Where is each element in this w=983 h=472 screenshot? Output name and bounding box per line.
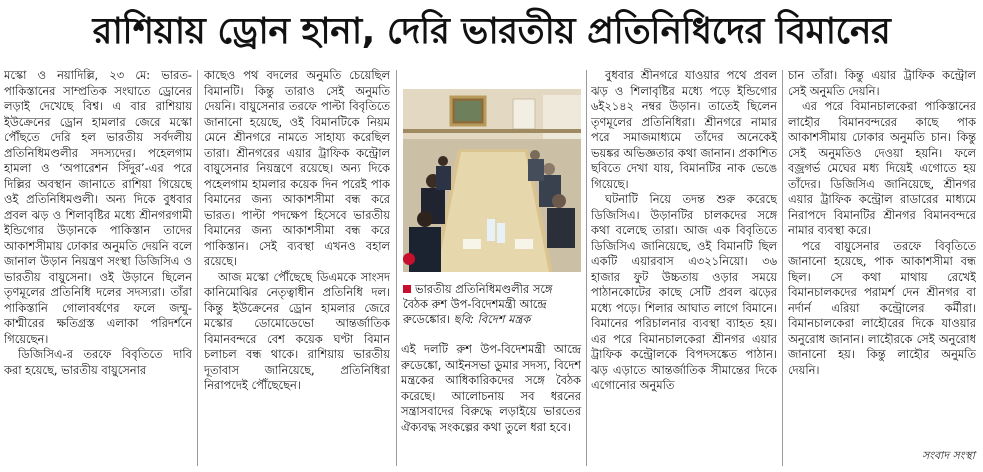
- column-divider: [586, 70, 587, 466]
- caption-text: ভারতীয় প্রতিনিধিমণ্ডলীর সঙ্গে বৈঠক রুশ উপ-বিদেশমন্ত্রী আন্দ্রে রুডেঙ্কোর।: [403, 282, 553, 326]
- column-5-paragraph-1: চান তাঁরা। কিন্তু এয়ার ট্রাফিক কন্ট্রোল সেই অনুমতি দেয়নি।: [788, 68, 976, 98]
- column-2-paragraph-1: কাছেও পথ বদলের অনুমতি চেয়েছিল বিমানটি। কিন্তু তারাও সেই অনুমতি দেয়নি। বায়ুসেনার তরফে পাল্টা বিবৃতিতে জানানো হয়েছে, ওই বিমানটিকে নিয়ম মেনে শ্রীনগরে নামতে সাহায্য করেছিল তারা। শ্রীনগরের এয়ার ট্রাফিক কন্ট্রোল বায়ুসেনার নিয়ন্ত্রণে রয়েছে। অন্য দিকে পহেলগাম হামলার কয়েক দিন পরেই পাক বিমানের জন্য আকাশসীমা বন্ধ করে ভারত। পাল্টা পদক্ষেপ হিসেবে ভারতীয় বিমানের জন্য আকাশসীমা বন্ধ করে পাকিস্তান। সেই ব্যবস্থা এখনও বহাল রয়েছে।: [204, 68, 390, 268]
- column-5-paragraph-3: পরে বায়ুসেনার তরফে বিবৃতিতে জানানো হয়েছে, পাক আকাশসীমা বন্ধ ছিল। সে কথা মাথায় রেখেই বিমানচালকদের পরামর্শ দেন শ্রীনগর বা নর্দার্ন এরিয়া কন্ট্রোলের কর্মীরা। বিমানচালকেরা লাহৌরের দিকে যাওয়ার অনুরোধ জানান। লাহৌরকে সেই অনুরোধ জানানো হয়। কিন্তু লাহৌর অনুমতি দেয়নি।: [788, 238, 976, 377]
- photo-credit: ছবি: বিদেশ মন্ত্রক: [453, 312, 531, 326]
- meeting-photo: [403, 89, 581, 272]
- column-3: [401, 342, 581, 435]
- column-1: [4, 68, 192, 468]
- column-divider: [197, 70, 198, 466]
- column-2-paragraph-2: আজ মস্কো পৌঁছেছে ডিএমকে সাংসদ কানিমোঝির নেতৃত্বাধীন প্রতিনিধি দল। কিন্তু ইউক্রেনের ড্রোন হামলার জেরে মস্কোর ডোমোডেভো আন্তর্জাতিক বিমানবন্দরে বেশ কয়েক ঘণ্টা বিমান চলাচল বন্ধ থাকে। রাশিয়ায় ভারতীয় দূতাবাস জানিয়েছে, প্রতিনিধিরা নিরাপদেই পৌঁছেছেন।: [204, 269, 390, 392]
- column-1-paragraph-1: মস্কো ও নয়াদিল্লি, ২৩ মে: ভারত-পাকিস্তানের সাম্প্রতিক সংঘাতে ড্রোনের লড়াই দেখেছে বিশ্ব। এ বার রাশিয়ায় ইউক্রেনের ড্রোন হামলার জেরে মস্কো পৌঁছতে দেরি হল ভারতীয় সর্বদলীয় প্রতিনিধিমণ্ডলীর সদস্যদের। পহেলগাম হামলা ও ‘অপারেশন সিঁদুর’-এর পরে দিল্লির অবস্থান জানাতে রাশিয়া গিয়েছে ওই প্রতিনিধিমণ্ডলী। অন্য দিকে বুধবার প্রবল ঝড় ও শিলাবৃষ্টির মধ্যে শ্রীনগরগামী ইন্ডিগোর উড়ানকে পাকিস্তান তাদের আকাশসীমায় ঢোকার অনুমতি দেয়নি বলে জানাল উড়ান নিয়ন্ত্রণ সংস্থা ডিজিসিএ ও ভারতীয় বায়ুসেনা। ওই উড়ানে ছিলেন তৃণমূলের প্রতিনিধি দলের সদস্যরা। তাঁরা পাকিস্তানি গোলাবর্ষণের ফলে জম্মু-কাশ্মীরের ক্ষতিগ্রস্ত এলাকা পরিদর্শনে গিয়েছেন।: [4, 68, 192, 346]
- column-divider: [782, 70, 783, 466]
- column-1-paragraph-2: ডিজিসিএ-র তরফে বিবৃতিতে দাবি করা হয়েছে, ভারতীয় বায়ুসেনার: [4, 347, 192, 377]
- column-divider: [396, 70, 397, 466]
- column-4: [591, 68, 777, 468]
- column-5: [788, 68, 976, 452]
- caption-marker-icon: [403, 285, 411, 293]
- column-5-paragraph-2: এর পরে বিমানচালকেরা পাকিস্তানের লাহৌর বিমানবন্দরের কাছে পাক আকাশসীমায় ঢোকার অনুমতি চান। কিন্তু সেই অনুমতিও দেওয়া হয়নি। ফলে বজ্রগর্ভ মেঘের মধ্য দিয়েই এগোতে হয় তাঁদের। ডিজিসিএ জানিয়েছে, শ্রীনগর এয়ার ট্রাফিক কন্ট্রোল রাডারের মাধ্যমে নিরাপদে বিমানটির শ্রীনগর বিমানবন্দরে নামার ব্যবস্থা করে।: [788, 99, 976, 237]
- meeting-room-illustration: [403, 89, 581, 272]
- headline: রাশিয়ায় ড্রোন হানা, দেরি ভারতীয় প্রতিনিধিদের বিমানের: [92, 11, 891, 52]
- column-2: [204, 68, 390, 468]
- column-4-paragraph-1: বুধবার শ্রীনগরে যাওয়ার পথে প্রবল ঝড় ও শিলাবৃষ্টির মধ্যে পড়ে ইন্ডিগোর ৬ই২১৪২ নম্বর উড়ান। তাতেই ছিলেন তৃণমূলের প্রতিনিধিরা। শ্রীনগরে নামার পরে সমাজমাধ্যমে তাঁদের অনেকেই ভয়ঙ্কর অভিজ্ঞতার কথা জানান। প্রকাশিত ছবিতে দেখা যায়, বিমানটির নাক ভেঙে গিয়েছে।: [591, 68, 777, 191]
- column-4-paragraph-2: ঘটনাটি নিয়ে তদন্ত শুরু করেছে ডিজিসিএ। উড়ানটির চালকদের সঙ্গে কথা বলেছে তারা। আজ এক বিবৃতিতে ডিজিসিএ জানিয়েছে, ওই বিমানটি ছিল একটি এয়ারবাস এ৩২১নিয়ো। ৩৬ হাজার ফুট উচ্চতায় ওড়ার সময়ে পাঠানকোটের কাছে সেটি প্রবল ঝড়ের মধ্যে পড়ে। শিলার আঘাত লাগে বিমানে। বিমানের পরিচালনার ব্যবস্থা ব্যাহত হয়। এর পরে বিমানচালকেরা শ্রীনগর এয়ার ট্রাফিক কন্ট্রোলকে বিপদসঙ্কেত পাঠান। ঝড় এড়াতে আন্তর্জাতিক সীমান্তের দিকে এগোনোর অনুমতি: [591, 192, 777, 392]
- column-3-paragraph-1: এই দলটি রুশ উপ-বিদেশমন্ত্রী আন্দ্রে রুডেঙ্কো, আইনসভা ডুমার সদস্য, বিদেশ মন্ত্রকের আধিকারিকদের সঙ্গে বৈঠক করেছে। আলোচনায় সব ধরনের সন্ত্রাসবাদের বিরুদ্ধে লড়াইয়ে ভারতের ঐক্যবদ্ধ সংকল্পের কথা তুলে ধরা হবে।: [401, 342, 581, 434]
- byline: সংবাদ সংস্থা: [921, 449, 975, 462]
- photo-caption: [403, 282, 581, 327]
